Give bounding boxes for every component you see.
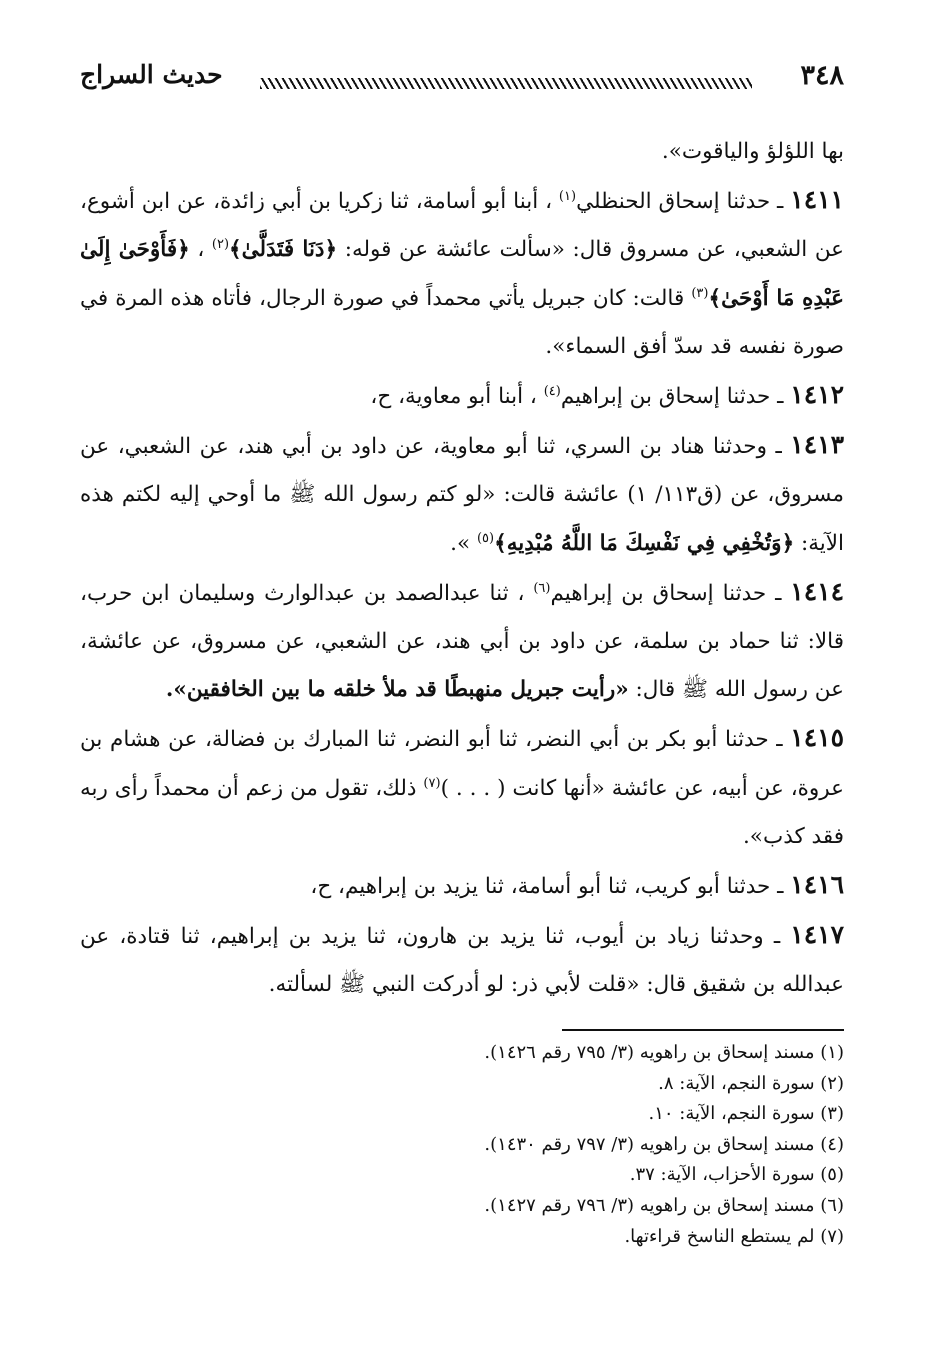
footnote: (٥) سورة الأحزاب، الآية: ٣٧.: [629, 1164, 844, 1186]
footnote: (٢) سورة النجم، الآية: ٨.: [658, 1072, 844, 1094]
footnote-ref: (٢): [211, 237, 230, 253]
hadith-number: ١٤١٣: [790, 430, 844, 460]
page-header: [80, 56, 844, 100]
text-run: ـ وحدثنا هناد بن السري، ثنا أبو معاوية، عن داود بن أبي هند، عن الشعبي، عن مسروق، عن (ق١١٣/ ١) عائشة قالت: «لو كتم رسول الله ﷺ ما أوحي إليه لكتم هذه الآية:: [80, 434, 844, 556]
paragraph: [80, 861, 844, 911]
hadith-number: ١٤١٥: [790, 723, 844, 753]
emphasized-text: «رأيت جبريل منهبطًا قد ملأ خلقه ما بين الخافقين».: [165, 677, 629, 703]
footnotes-rule: [562, 1029, 844, 1031]
text-run: ـ حدثنا أبو بكر بن أبي النضر، ثنا أبو النضر، ثنا المبارك بن فضالة، عن هشام بن عروة، عن أبيه، عن عائشة «أنها كانت ( . . . ): [80, 727, 844, 801]
text-run: ـ حدثنا إسحاق بن إبراهيم: [550, 580, 791, 606]
footnote-ref: (٣): [691, 285, 709, 301]
footnote: (٦) مسند إسحاق بن راهويه (٣/ ٧٩٦ رقم ١٤٢٧).: [484, 1194, 844, 1216]
paragraph: [80, 421, 844, 568]
header-rule: [260, 78, 752, 89]
hadith-number: ١٤١٢: [790, 380, 844, 410]
footnote: (١) مسند إسحاق بن راهويه (٣/ ٧٩٥ رقم ١٤٢٦).: [484, 1042, 844, 1063]
emphasized-text: ﴿وَتُخْفِي فِي نَفْسِكَ مَا اللَّهُ مُبْدِيهِ﴾: [494, 530, 795, 556]
footnote-ref: (٤): [543, 383, 561, 399]
text-run: ، أبنا أبو معاوية، ح،: [370, 384, 544, 410]
paragraph: [80, 371, 844, 421]
emphasized-text: ﴿فَأَوْحَىٰ إِلَىٰ عَبْدِهِ مَا أَوْحَىٰ﴾: [80, 237, 844, 311]
footnotes: [80, 1038, 844, 1252]
text-run: ذلك، تقول من زعم أن محمداً رأى ربه فقد كذب».: [80, 775, 844, 849]
paragraph: [80, 176, 844, 371]
hadith-number: ١٤١٦: [790, 870, 844, 900]
text-run: ».: [450, 530, 477, 556]
text-run: ، أبنا أبو أسامة، ثنا زكريا بن أبي زائدة، عن ابن أشوع، عن الشعبي، عن مسروق قال: «سألت عائشة عن قوله:: [80, 189, 845, 263]
text-run: ـ حدثنا إسحاق الحنظلي: [576, 189, 791, 215]
paragraph: [80, 911, 844, 1009]
book-page: [80, 0, 844, 1346]
footnote: (٧) لم يستطع الناسخ قراءتها.: [624, 1225, 844, 1247]
text-run: ـ حدثنا أبو كريب، ثنا أبو أسامة، ثنا يزيد بن إبراهيم، ح،: [310, 874, 791, 900]
text-run: قالت: كان جبريل يأتي محمداً في صورة الرجال، فأتاه هذه المرة في صورة نفسه قد سدّ أفق السماء».: [80, 285, 844, 359]
hadith-number: ١٤١١: [790, 185, 844, 215]
footnote-ref: (١): [558, 189, 577, 205]
text-run: ،: [189, 237, 212, 263]
footnote: (٤) مسند إسحاق بن راهويه (٣/ ٧٩٧ رقم ١٤٣٠).: [484, 1133, 844, 1155]
emphasized-text: ﴿دَنَا فَتَدَلَّىٰ﴾: [229, 237, 338, 263]
hadith-number: ١٤١٧: [790, 920, 844, 950]
hadith-number: ١٤١٤: [790, 576, 844, 606]
footnote-ref: (٧): [423, 775, 441, 791]
running-title: حديث السراج: [80, 60, 223, 89]
text-run: بها اللؤلؤ والياقوت».: [661, 139, 844, 164]
body-text: [80, 128, 844, 1010]
paragraph: [80, 128, 844, 176]
paragraph: [80, 714, 844, 861]
page-number: ٣٤٨: [800, 60, 844, 91]
footnote: (٣) سورة النجم، الآية: ١٠.: [648, 1103, 844, 1125]
paragraph: [80, 568, 844, 715]
footnote-ref: (٦): [533, 580, 551, 596]
text-run: ، ثنا عبدالصمد بن عبدالوارث وسليمان ابن حرب، قالا: ثنا حماد بن سلمة، عن داود بن أبي هند، عن الشعبي، عن مسروق، عن عائشة، عن رسول الله ﷺ قال:: [80, 580, 844, 703]
text-run: ـ وحدثنا زياد بن أيوب، ثنا يزيد بن هارون، ثنا يزيد بن إبراهيم، ثنا قتادة، عن عبدالله بن شقيق قال: «قلت لأبي ذر: لو أدركت النبي ﷺ لسألته.: [80, 924, 844, 998]
footnote-ref: (٥): [476, 530, 495, 546]
text-run: ـ حدثنا إسحاق بن إبراهيم: [560, 384, 791, 410]
